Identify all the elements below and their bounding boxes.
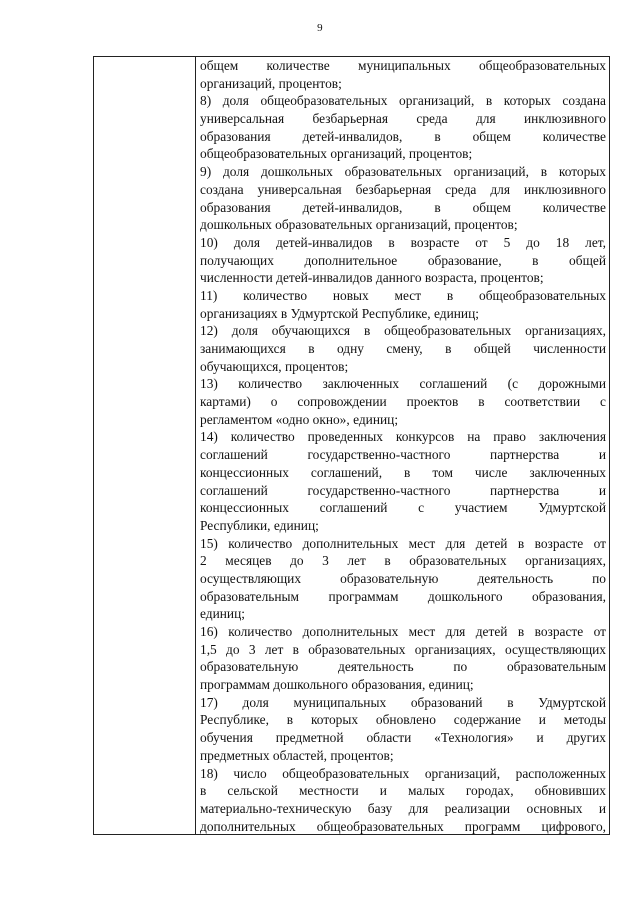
text-line: образовательную деятельность по образовательным — [200, 659, 606, 675]
text-line: общем количестве муниципальных общеобразовательных — [200, 58, 606, 73]
text-line: организациях в Удмуртской Республике, единиц; — [200, 305, 479, 321]
text-line: 10) доля детей-инвалидов в возрасте от 5 до 18 лет, — [200, 234, 606, 250]
text-line: единиц; — [200, 606, 245, 622]
column-divider — [195, 57, 196, 834]
text-line: универсальная безбарьерная среда для инклюзивного — [200, 111, 606, 127]
text-line: регламентом «одно окно», единиц; — [200, 411, 399, 427]
text-line: 13) количество заключенных соглашений (с дорожными — [200, 376, 606, 392]
text-line: предметных областей, процентов; — [200, 747, 394, 763]
text-line: соглашений государственно-частного партнерства и — [200, 447, 606, 463]
text-line: обучающихся, процентов; — [200, 358, 349, 374]
text-line: в сельской местности и малых городах, обновивших — [200, 783, 606, 799]
text-line: 1,5 до 3 лет в образовательных организациях, осуществляющих — [200, 641, 606, 657]
text-line: Республике, в которых обновлено содержание и методы — [200, 712, 606, 728]
page-number: 9 — [317, 22, 323, 34]
text-line: обучения предметной области «Технология» и других — [200, 730, 606, 746]
text-line: дошкольных образовательных организаций, процентов; — [200, 217, 518, 233]
text-line: 8) доля общеобразовательных организаций, в которых создана — [200, 93, 606, 109]
text-line: организаций, процентов; — [200, 75, 342, 91]
text-line: образования детей-инвалидов, в общем количестве — [200, 199, 606, 215]
text-line: программам дошкольного образования, единиц; — [200, 677, 474, 693]
text-line: численности детей-инвалидов данного возраста, процентов; — [200, 270, 544, 286]
text-line: 12) доля обучающихся в общеобразовательных организациях, — [200, 323, 606, 339]
text-line: образования детей-инвалидов, в общем количестве — [200, 128, 606, 144]
text-line: 14) количество проведенных конкурсов на право заключения — [200, 429, 606, 445]
text-line: 15) количество дополнительных мест для детей в возрасте от — [200, 535, 606, 551]
text-line: 17) доля муниципальных образований в Удмуртской — [200, 694, 606, 710]
text-line: общеобразовательных организаций, процентов; — [200, 146, 473, 162]
text-line: концессионных соглашений, в том числе заключенных — [200, 464, 606, 480]
text-line: 11) количество новых мест в общеобразовательных — [200, 287, 606, 303]
text-line: образовательным программам дошкольного образования, — [200, 588, 606, 604]
text-line: 9) доля дошкольных образовательных организаций, в которых — [200, 164, 606, 180]
text-line: 18) число общеобразовательных организаций, расположенных — [200, 765, 606, 781]
text-line: материально-техническую базу для реализации основных и — [200, 800, 606, 816]
text-line: картами) о сопровождении проектов в соответствии с — [200, 394, 606, 410]
text-line: соглашений государственно-частного партнерства и — [200, 482, 606, 498]
table-cell-text — [200, 57, 606, 834]
text-line: концессионных соглашений с участием Удмуртской — [200, 500, 606, 516]
text-line: занимающихся в одну смену, в общей численности — [200, 341, 606, 356]
text-line: дополнительных общеобразовательных программ цифрового, — [200, 818, 606, 834]
text-line: создана универсальная безбарьерная среда для инклюзивного — [200, 181, 606, 197]
text-line: 2 месяцев до 3 лет в образовательных организациях, — [200, 553, 606, 569]
text-line: 16) количество дополнительных мест для детей в возрасте от — [200, 624, 606, 639]
text-line: Республики, единиц; — [200, 517, 319, 533]
text-line: получающих дополнительное образование, в общей — [200, 252, 606, 268]
text-line: осуществляющих образовательную деятельность по — [200, 570, 606, 586]
